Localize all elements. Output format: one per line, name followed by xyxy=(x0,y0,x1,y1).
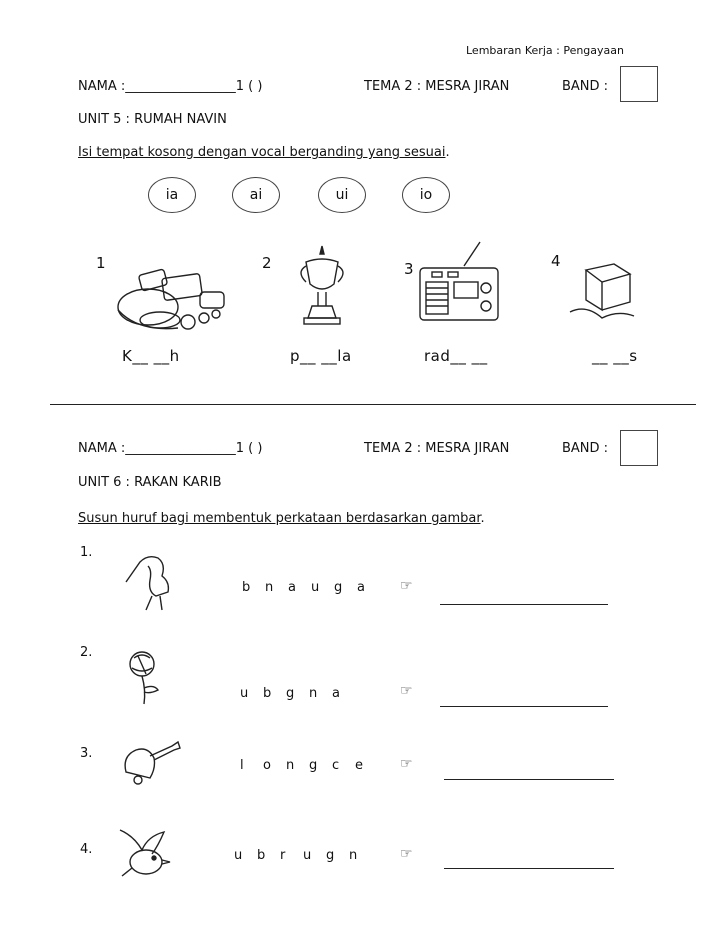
trophy-icon xyxy=(292,242,352,332)
item-number: 2. xyxy=(80,645,93,660)
section-divider xyxy=(50,404,696,405)
theme-label: TEMA 2 : MESRA JIRAN xyxy=(364,79,510,94)
option-ui: ui xyxy=(318,177,366,213)
scrambled-letters: u b r u g n xyxy=(234,848,358,863)
fill-word: rad__ __ xyxy=(424,347,488,365)
band-label: BAND : xyxy=(562,79,609,94)
item-number: 3. xyxy=(80,746,93,761)
unit-title: UNIT 5 : RUMAH NAVIN xyxy=(78,112,227,127)
option-ai: ai xyxy=(232,177,280,213)
item-number: 4. xyxy=(80,842,93,857)
instruction: Isi tempat kosong dengan vocal berganding yang sesuai. xyxy=(78,145,450,160)
answer-line[interactable] xyxy=(440,706,608,707)
scrambled-letters: u b g n a xyxy=(240,686,340,701)
pointing-hand-icon: ☞ xyxy=(400,683,413,699)
item-number: 2 xyxy=(262,254,272,272)
band-box[interactable] xyxy=(620,430,658,466)
item-number: 1 xyxy=(96,254,106,272)
item-number: 3 xyxy=(404,260,414,278)
ice-icon xyxy=(568,260,638,330)
answer-line[interactable] xyxy=(440,604,608,605)
pointing-hand-icon: ☞ xyxy=(400,578,413,594)
fill-word: p__ __la xyxy=(290,347,352,365)
food-icon xyxy=(108,262,238,342)
band-label: BAND : xyxy=(562,441,609,456)
name-field: NAMA :_________________1 ( ) xyxy=(78,441,263,456)
item-number: 4 xyxy=(551,252,561,270)
worksheet-type: Lembaran Kerja : Pengayaan xyxy=(466,44,624,57)
heron-icon xyxy=(122,552,182,612)
option-io: io xyxy=(402,177,450,213)
bird-icon xyxy=(114,826,174,886)
option-ia: ia xyxy=(148,177,196,213)
answer-line[interactable] xyxy=(444,779,614,780)
fill-word: K__ __h xyxy=(122,347,180,365)
answer-line[interactable] xyxy=(444,868,614,869)
band-box[interactable] xyxy=(620,66,658,102)
flower-icon xyxy=(120,646,170,706)
fill-word: __ __s xyxy=(592,347,638,365)
bell-icon xyxy=(116,738,186,788)
scrambled-letters: l o n g c e xyxy=(240,758,363,773)
item-number: 1. xyxy=(80,545,93,560)
name-field: NAMA :_________________1 ( ) xyxy=(78,79,263,94)
theme-label: TEMA 2 : MESRA JIRAN xyxy=(364,441,510,456)
unit-title: UNIT 6 : RAKAN KARIB xyxy=(78,475,222,490)
pointing-hand-icon: ☞ xyxy=(400,846,413,862)
instruction: Susun huruf bagi membentuk perkataan berdasarkan gambar. xyxy=(78,511,485,526)
scrambled-letters: b n a u g a xyxy=(242,580,365,595)
radio-icon xyxy=(414,240,504,330)
pointing-hand-icon: ☞ xyxy=(400,756,413,772)
